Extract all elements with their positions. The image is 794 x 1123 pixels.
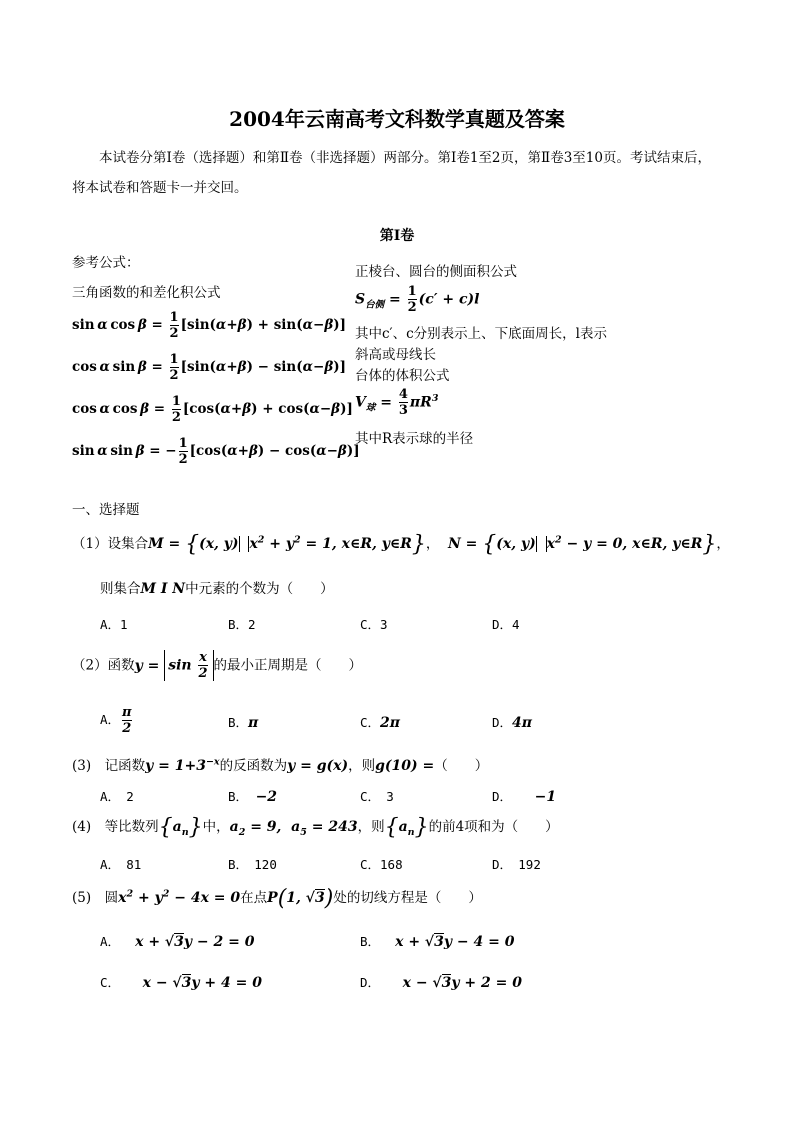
question-1: （1）设集合M = {(x, y) $x^2 + y^2 = 1$, x∈R, y∈R}， N = {(x, y) $x^2 - y = 0$, x∈R, y∈R}， [72,532,730,557]
intro-paragraph: 本试卷分第Ⅰ卷（选择题）和第Ⅱ卷（非选择题）两部分。第Ⅰ卷1至2页，第Ⅱ卷3至10页。考试结束后，将本试卷和答题卡一并交回。 [72,150,711,196]
q4-prefix: (4) 等比数列 [72,819,159,835]
question-5: (5) 圆$x^2 + y^2 - 4x = 0$在点P(1, √3)处的切线方程是（ ） [72,886,482,911]
frustum-note: 其中c′、c分别表示上、下底面周长，l表示 [355,326,608,342]
frustum-formula-label: 正棱台、圆台的侧面积公式 [355,264,517,280]
q3-option-c: C． 3 [360,789,394,804]
section-heading: 第Ⅰ卷 [379,228,415,244]
q2-prefix: （2）函数 [72,657,135,674]
q3-text2: ，则 [348,758,376,774]
q3-option-b-label: B． [228,789,249,804]
q2-option-b: B．π [228,715,259,731]
q1-prefix: （1）设集合 [72,536,149,552]
q5-text: 在点 [240,890,268,906]
q4-text2: ，则 [357,819,385,835]
q3-option-d: D． −1 [492,789,557,805]
q5-option-a: A． x + √3y − 2 = 0 [100,934,255,950]
q4-text: 中， [202,819,230,835]
trig-formula-1: sin α cos β = $\frac{1}{2}$ [sin(α+β) + sin(α−β)] [72,310,347,341]
q5-option-b-label: B． [360,934,381,949]
q2-text: 的最小正周期是（ ） [213,657,363,674]
volume-formula-label: 台体的体积公式 [355,368,450,384]
q5-option-d: D． x − √3y + 2 = 0 [360,975,522,991]
q5-prefix: (5) 圆 [72,890,119,906]
q1-option-c: C．3 [360,617,388,632]
question-1-line2: 则集合M I N中元素的个数为（ ） [100,581,334,597]
q3-option-a: A． 2 [100,789,134,804]
trig-formula-2: cos α sin β = $\frac{1}{2}$ [sin(α+β) − sin(α−β)] [72,352,347,383]
q1-line2-prefix: 则集合 [100,581,141,597]
q4-option-a: A． 81 [100,857,142,872]
q3-text3: （ ） [434,758,489,774]
q4-option-c: C．168 [360,857,403,872]
trig-formula-3: cos α cos β = $\frac{1}{2}$ [cos(α+β) + cos(α−β)] [72,394,353,425]
q5-option-a-label: A． [100,934,121,949]
q5-option-b: B． x + √3y − 4 = 0 [360,934,515,950]
q1-option-d: D．4 [492,617,520,632]
q2-option-d: D．4π [492,715,533,731]
q1-option-a: A．1 [100,617,128,632]
question-4: (4) 等比数列$\{a_n\}$中，$a_2 = 9$, $a_5 = 243$，则$\{a_n\}$的前4项和为（ ） [72,815,559,840]
q5-option-c-label: C． [100,975,121,990]
q3-text: 的反函数为 [219,758,288,774]
q3-option-b: B． −2 [228,789,278,805]
question-3: (3) 记函数$y = 1+3^{-x}$的反函数为y = g(x)，则g(10) =（ ） [72,756,489,774]
sphere-note: 其中R表示球的半径 [355,431,474,447]
q1-option-b: B．2 [228,617,256,632]
q5-text2: 处的切线方程是（ ） [333,890,482,906]
trig-formula-4: sin α sin β = − $\frac{1}{2}$ [cos(α+β) − cos(α−β)] [72,436,360,467]
q4-text3: 的前4项和为（ ） [428,819,559,835]
q1-line2-text: 中元素的个数为（ ） [185,581,334,597]
frustum-area-formula: $S_{台侧}$ = $\frac{1}{2}$ (c′ + c)l [355,284,480,315]
q5-option-c: C． x − √3y + 4 = 0 [100,975,262,991]
q5-option-d-label: D． [360,975,381,990]
page-title: 2004年云南高考文科数学真题及答案 [229,107,565,131]
question-2: （2）函数y = sin $\frac{x}{2}$ 的最小正周期是（ ） [72,650,363,681]
frustum-note-2: 斜高或母线长 [355,347,436,363]
q4-option-d: D． 192 [492,857,541,872]
choice-heading: 一、选择题 [72,502,140,518]
ref-formula-label: 参考公式： [72,255,140,271]
q3-option-d-label: D． [492,789,513,804]
q2-option-c: C．2π [360,715,401,731]
sphere-volume-formula: $V_球$ = $\frac{4}{3}$ $\pi R^3$ [355,387,439,418]
q4-option-b: B． 120 [228,857,277,872]
q2-option-a: A． $\frac{\pi}{2}$ [100,705,132,736]
q3-prefix: (3) 记函数 [72,758,146,774]
trig-formula-label: 三角函数的和差化积公式 [72,285,221,301]
